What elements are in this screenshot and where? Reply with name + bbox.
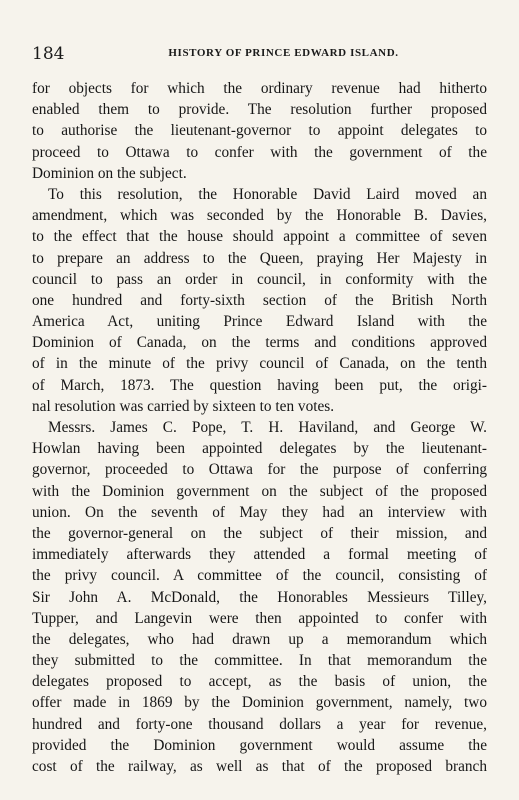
text-line: proceed to Ottawa to confer with the government of the <box>32 143 487 161</box>
text-line: the governor-general on the subject of their mission, and <box>32 524 487 542</box>
text-line: enabled them to provide. The resolution further proposed <box>32 101 487 119</box>
text-line: immediately afterwards they attended a formal meeting of <box>32 546 487 564</box>
text-line: delegates proposed to accept, as the basis of union, the <box>32 673 487 691</box>
text-line: of in the minute of the privy council of Canada, on the tenth <box>32 355 487 373</box>
text-line: Messrs. James C. Pope, T. H. Haviland, and George W. <box>48 419 487 436</box>
paragraph <box>32 417 487 777</box>
paragraph <box>32 78 487 184</box>
text-line: of March, 1873. The question having been put, the origi- <box>32 376 487 394</box>
text-line: Sir John A. McDonald, the Honorables Messieurs Tilley, <box>32 588 487 606</box>
text-line: To this resolution, the Honorable David Laird moved an <box>48 185 487 203</box>
text-line: Howlan having been appointed delegates by the lieutenant- <box>32 440 487 458</box>
text-line: with the Dominion government on the subject of the proposed <box>32 482 487 500</box>
text-line: to prepare an address to the Queen, praying Her Majesty in <box>32 249 487 267</box>
text-line: nal resolution was carried by sixteen to ten votes. <box>32 397 335 415</box>
text-line: amendment, which was seconded by the Honorable B. Davies, <box>32 207 487 225</box>
text-line: the delegates, who had drawn up a memorandum which <box>32 630 487 648</box>
text-line: America Act, uniting Prince Edward Island with the <box>32 313 487 331</box>
text-line: Dominion of Canada, on the terms and conditions approved <box>32 334 487 352</box>
text-line: they submitted to the committee. In that memorandum the <box>32 652 487 670</box>
text-line: council to pass an order in council, in conformity with the <box>32 270 487 288</box>
text-line: one hundred and forty-sixth section of the British North <box>32 291 487 309</box>
text-line: cost of the railway, as well as that of the proposed branch <box>32 758 487 775</box>
text-line: offer made in 1869 by the Dominion government, namely, two <box>32 694 487 712</box>
text-line: the privy council. A committee of the council, consisting of <box>32 567 487 585</box>
body-text <box>32 78 487 777</box>
text-line: provided the Dominion government would assume the <box>32 736 487 754</box>
text-line: governor, proceeded to Ottawa for the purpose of conferring <box>32 461 487 479</box>
text-line: hundred and forty-one thousand dollars a year for revenue, <box>32 715 487 733</box>
text-line: to authorise the lieutenant-governor to appoint delegates to <box>32 122 487 140</box>
text-line: to the effect that the house should appoint a committee of seven <box>32 228 487 246</box>
page-number: 184 <box>32 44 65 64</box>
text-line: union. On the seventh of May they had an interview with <box>32 503 487 521</box>
running-head: HISTORY OF PRINCE EDWARD ISLAND. <box>168 47 399 59</box>
page-header <box>32 44 487 62</box>
text-line: for objects for which the ordinary revenue had hitherto <box>32 80 487 97</box>
text-line: Tupper, and Langevin were then appointed to confer with <box>32 609 487 627</box>
paragraph <box>32 184 487 417</box>
text-line: Dominion on the subject. <box>32 164 187 182</box>
